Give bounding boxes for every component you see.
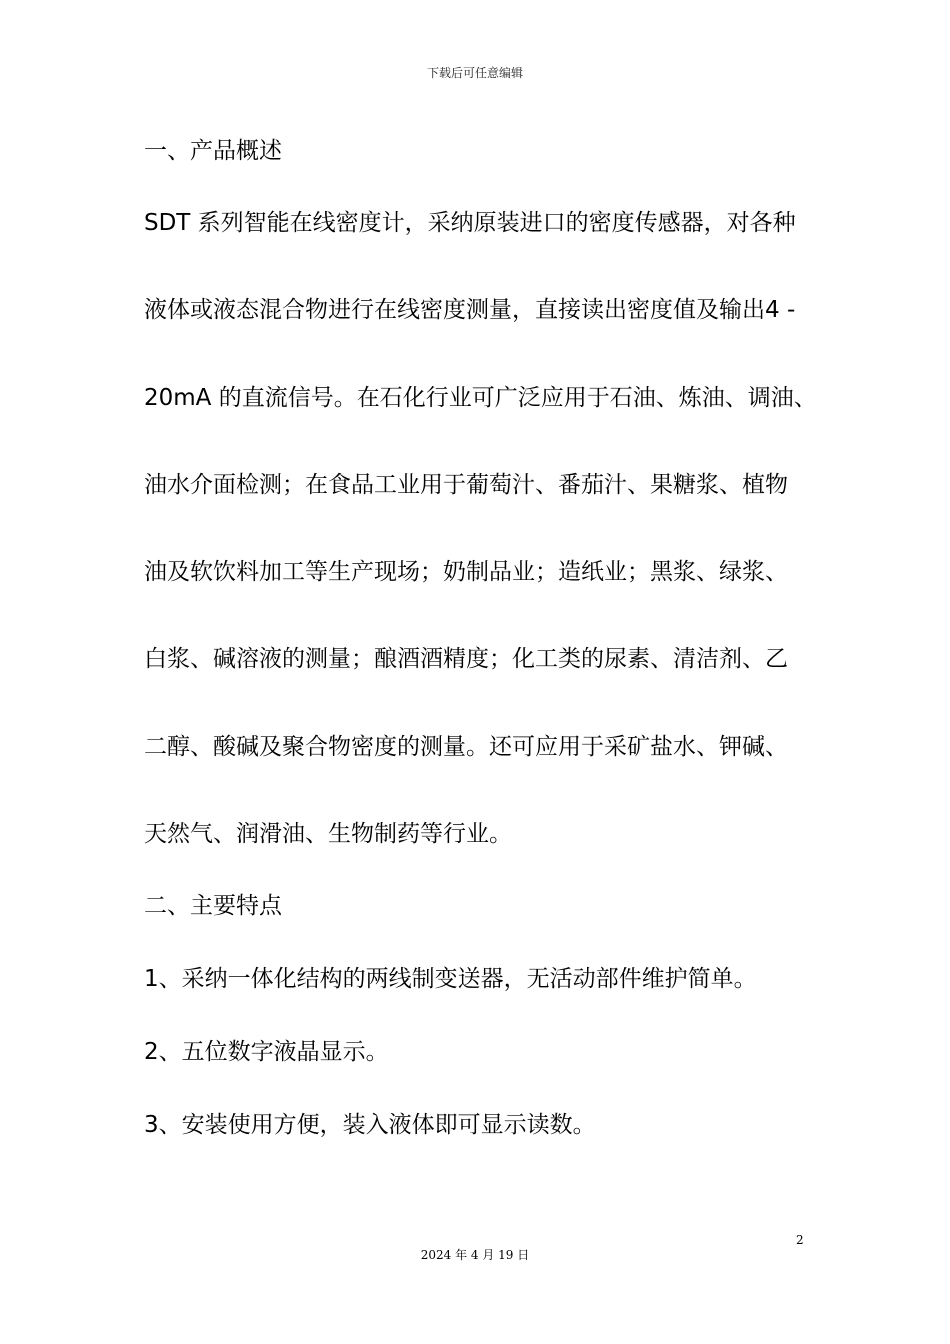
paragraph-line: SDT 系列智能在线密度计，采纳原装进口的密度传感器，对各种 (144, 210, 796, 236)
feature-item: 1、采纳一体化结构的两线制变送器，无活动部件维护简单。 (144, 966, 757, 992)
paragraph-line: 液体或液态混合物进行在线密度测量，直接读出密度值及输出4 - (144, 297, 796, 323)
paragraph-line: 二醇、酸碱及聚合物密度的测量。还可应用于采矿盐水、钾碱、 (144, 734, 788, 760)
page-footer-date: 2024 年 4 月 19 日 (420, 1248, 530, 1262)
paragraph-line: 油水介面检测；在食品工业用于葡萄汁、番茄汁、果糖浆、植物 (144, 472, 788, 498)
paragraph-line: 白浆、碱溶液的测量；酿酒酒精度；化工类的尿素、清洁剂、乙 (144, 646, 788, 672)
page-header: 下载后可任意编辑 (426, 66, 523, 80)
feature-item: 2、五位数字液晶显示。 (144, 1039, 389, 1065)
feature-item: 3、安装使用方便，装入液体即可显示读数。 (144, 1112, 596, 1138)
paragraph-line: 天然气、润滑油、生物制药等行业。 (144, 821, 512, 847)
section-heading-features: 二、主要特点 (144, 893, 282, 919)
paragraph-line: 20mA 的直流信号。在石化行业可广泛应用于石油、炼油、调油、 (144, 385, 817, 411)
paragraph-line: 油及软饮料加工等生产现场；奶制品业；造纸业；黑浆、绿浆、 (144, 559, 788, 585)
section-heading-overview: 一、产品概述 (144, 138, 282, 164)
page-number: 2 (796, 1233, 804, 1247)
